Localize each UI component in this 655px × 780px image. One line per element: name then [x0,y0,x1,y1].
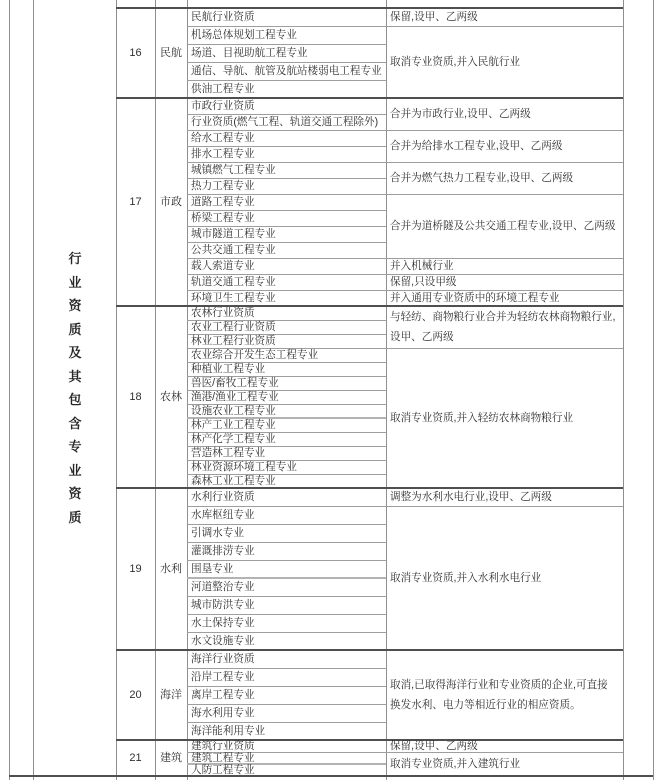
qualification-cell [187,162,386,178]
note-cell-text: 取消专业资质,并入水利水电行业 [390,572,542,584]
qualification-cell-text: 载人索道专业 [191,259,255,272]
qualification-cell [187,178,386,194]
row-group-char: 专 [68,439,82,454]
row-group-char: 行 [68,251,82,266]
row-group-char: 其 [68,368,82,384]
qualification-cell-text: 林业资源环境工程专业 [191,460,297,473]
qualification-cell [187,242,386,258]
qualification-cell-text: 海洋行业资质 [191,652,255,665]
row-group-char: 业 [68,274,82,290]
qualification-cell-text: 海水利用专业 [191,706,255,719]
qualification-cell-text: 设施农业工程专业 [191,404,276,417]
row-group-char: 质 [68,321,82,337]
row-number-cell-text: 20 [129,688,142,701]
qualification-cell-text: 通信、导航、航管及航站楼弱电工程专业 [191,64,382,77]
qualification-cell [187,560,386,578]
qualification-cell [187,404,386,418]
industry-cell [155,740,187,776]
qualification-cell [187,460,386,474]
qualification-cell-text: 营造林工程专业 [191,446,266,459]
industry-cell-text: 海洋 [160,688,182,701]
qualification-cell [187,650,386,668]
note-cell [386,290,623,306]
note-cell-text: 调整为水利水电行业,设甲、乙两级 [390,491,552,503]
qualification-cell-text: 灌溉排涝专业 [191,544,255,557]
qualification-cell-text: 水利行业资质 [191,490,255,503]
qualification-cell [187,146,386,162]
industry-cell [155,306,187,488]
qualification-cell [187,764,386,776]
row-number-cell-text: 18 [129,390,142,403]
industry-cell-text: 建筑 [160,751,182,764]
qualification-cell [187,258,386,274]
qualification-cell-text: 水文设施专业 [191,634,255,647]
industry-cell [155,488,187,650]
qualification-cell-text: 森林工业工程专业 [191,474,276,487]
qualification-cell [187,390,386,404]
qualification-cell [187,8,386,26]
qualification-cell [187,722,386,740]
qualification-cell [187,44,386,62]
row-number-cell [116,488,155,650]
note-cell [386,130,623,162]
row-number-cell [116,650,155,740]
qualification-cell [187,614,386,632]
row-group-char: 含 [68,415,82,431]
qualification-cell-text: 人防工程专业 [191,764,255,776]
qualification-cell-text: 道路工程专业 [191,195,255,208]
note-cell [386,740,623,752]
qualification-cell [187,578,386,596]
industry-cell-text: 农林 [160,390,182,403]
qualification-cell-text: 林业工程行业资质 [191,334,276,347]
qualification-cell [187,686,386,704]
industry-cell-text: 市政 [160,195,182,208]
qualification-cell-text: 农业工程行业资质 [191,320,276,333]
qualification-cell [187,668,386,686]
note-cell-text: 保留,设甲、乙两级 [390,11,478,23]
note-cell [386,26,623,98]
note-cell-text: 保留,设甲、乙两级 [390,740,478,752]
qualification-cell-text: 沿岸工程专业 [191,670,255,683]
qualification-cell [187,80,386,98]
qualification-cell-text: 种植业工程专业 [191,362,266,375]
qualification-cell [187,740,386,752]
qualification-cell [187,114,386,130]
note-cell-text: 与轻纺、商物粮行业合并为轻纺农林商物粮行业,设甲、乙两级 [390,311,616,343]
qualification-cell-text: 公共交通工程专业 [191,243,276,256]
qualification-cell-text: 兽医/畜牧工程专业 [191,376,279,389]
qualification-cell [187,506,386,524]
qualification-cell-text: 水库枢纽专业 [191,508,255,521]
qualification-cell-text: 场道、目视助航工程专业 [191,46,308,59]
note-cell [386,306,623,348]
qualification-cell-text: 城市隧道工程专业 [191,227,276,240]
qualification-cell-text: 机场总体规划工程专业 [191,28,297,41]
qualification-cell-text: 围垦专业 [191,562,234,575]
qualification-cell [187,446,386,460]
qualification-cell [187,62,386,80]
qualification-cell [187,348,386,362]
row-group-char: 资 [68,486,82,501]
industry-cell-text: 民航 [160,46,182,59]
qualification-cell-text: 引调水专业 [191,526,244,539]
note-cell [386,488,623,506]
qualification-cell-text: 农业综合开发生态工程专业 [191,348,319,361]
qualification-cell-text: 热力工程专业 [191,179,255,192]
qualification-cell-text: 民航行业资质 [191,10,255,23]
qualification-cell [187,432,386,446]
row-number-cell [116,8,155,98]
note-cell-text: 并入通用专业资质中的环境工程专业 [390,292,560,304]
row-group-char: 及 [68,345,82,360]
note-cell-text: 合并为市政行业,设甲、乙两级 [390,108,531,120]
qualification-cell-text: 渔港/渔业工程专业 [191,390,279,403]
qualification-cell [187,542,386,560]
qualification-cell [187,226,386,242]
qualification-cell [187,306,386,320]
qualification-cell-text: 海洋能利用专业 [191,724,266,737]
note-cell [386,348,623,488]
qualification-cell [187,632,386,650]
qualification-cell-text: 建筑行业资质 [191,740,255,752]
qualification-cell [187,418,386,432]
row-number-cell-text: 16 [129,46,142,59]
qualification-cell [187,130,386,146]
qualification-cell [187,98,386,114]
qualification-cell-text: 市政行业资质 [191,99,255,112]
note-cell [386,274,623,290]
qualification-cell-text: 行业资质(燃气工程、轨道交通工程除外) [191,115,379,128]
qualification-cell-text: 水土保持专业 [191,616,255,629]
qualification-cell [187,194,386,210]
qualification-cell [187,376,386,390]
qualification-cell-text: 轨道交通工程专业 [191,275,276,288]
note-cell [386,8,623,26]
row-group-char: 质 [68,509,82,525]
note-cell [386,752,623,776]
note-cell [386,194,623,258]
qualification-cell-text: 排水工程专业 [191,147,255,160]
note-cell-text: 合并为给排水工程专业,设甲、乙两级 [390,140,563,152]
row-group-header-cell [34,0,116,776]
qualification-cell-text: 给水工程专业 [191,131,255,144]
note-cell-text: 保留,只设甲级 [390,276,457,288]
row-group-char: 资 [68,298,82,313]
qualification-cell-text: 建筑工程专业 [191,752,255,764]
industry-cell [155,98,187,306]
qualification-cell [187,210,386,226]
industry-cell [155,650,187,740]
note-cell [386,650,623,740]
note-cell-text: 取消专业资质,并入民航行业 [390,56,521,68]
qualification-cell [187,362,386,376]
note-cell [386,258,623,274]
row-group-char: 包 [68,392,82,407]
qualification-cell-text: 林产工业工程专业 [191,418,276,431]
row-group-char: 业 [68,462,82,478]
row-number-cell-text: 17 [129,195,142,208]
note-cell [386,506,623,650]
qualification-cell [187,596,386,614]
qualification-cell [187,488,386,506]
qualification-cell [187,474,386,488]
qualification-cell [187,290,386,306]
note-cell-text: 并入机械行业 [390,260,454,272]
row-number-cell [116,740,155,776]
qualification-cell-text: 城市防洪专业 [191,598,255,611]
qualification-cell [187,524,386,542]
qualification-cell-text: 河道整治专业 [191,580,255,593]
qualification-cell [187,274,386,290]
qualification-cell-text: 农林行业资质 [191,306,255,319]
qualification-cell [187,26,386,44]
qualification-cell-text: 离岸工程专业 [191,688,255,701]
industry-cell [155,8,187,98]
note-cell-text: 取消,已取得海洋行业和专业资质的企业,可直接换发水利、电力等相近行业的相应资质。 [390,679,608,711]
note-cell-text: 取消专业资质,并入建筑行业 [390,758,521,770]
qualification-cell [187,704,386,722]
qualification-cell-text: 林产化学工程专业 [191,432,276,445]
qualification-cell-text: 城镇燃气工程专业 [191,163,276,176]
qualification-cell [187,334,386,348]
row-number-cell [116,98,155,306]
qualification-cell-text: 环境卫生工程专业 [191,291,276,304]
row-number-cell-text: 19 [129,562,142,575]
qualification-cell [187,752,386,764]
note-cell-text: 合并为道桥隧及公共交通工程专业,设甲、乙两级 [390,220,616,232]
industry-cell-text: 水利 [160,562,182,575]
qualification-cell [187,320,386,334]
note-cell [386,162,623,194]
qualification-cell-text: 供油工程专业 [191,82,255,95]
note-cell-text: 合并为燃气热力工程专业,设甲、乙两级 [390,172,574,184]
row-number-cell [116,306,155,488]
qualification-cell-text: 桥梁工程专业 [191,211,255,224]
note-cell [386,98,623,130]
note-cell-text: 取消专业资质,并入轻纺农林商物粮行业 [390,412,574,424]
row-number-cell-text: 21 [129,751,142,764]
